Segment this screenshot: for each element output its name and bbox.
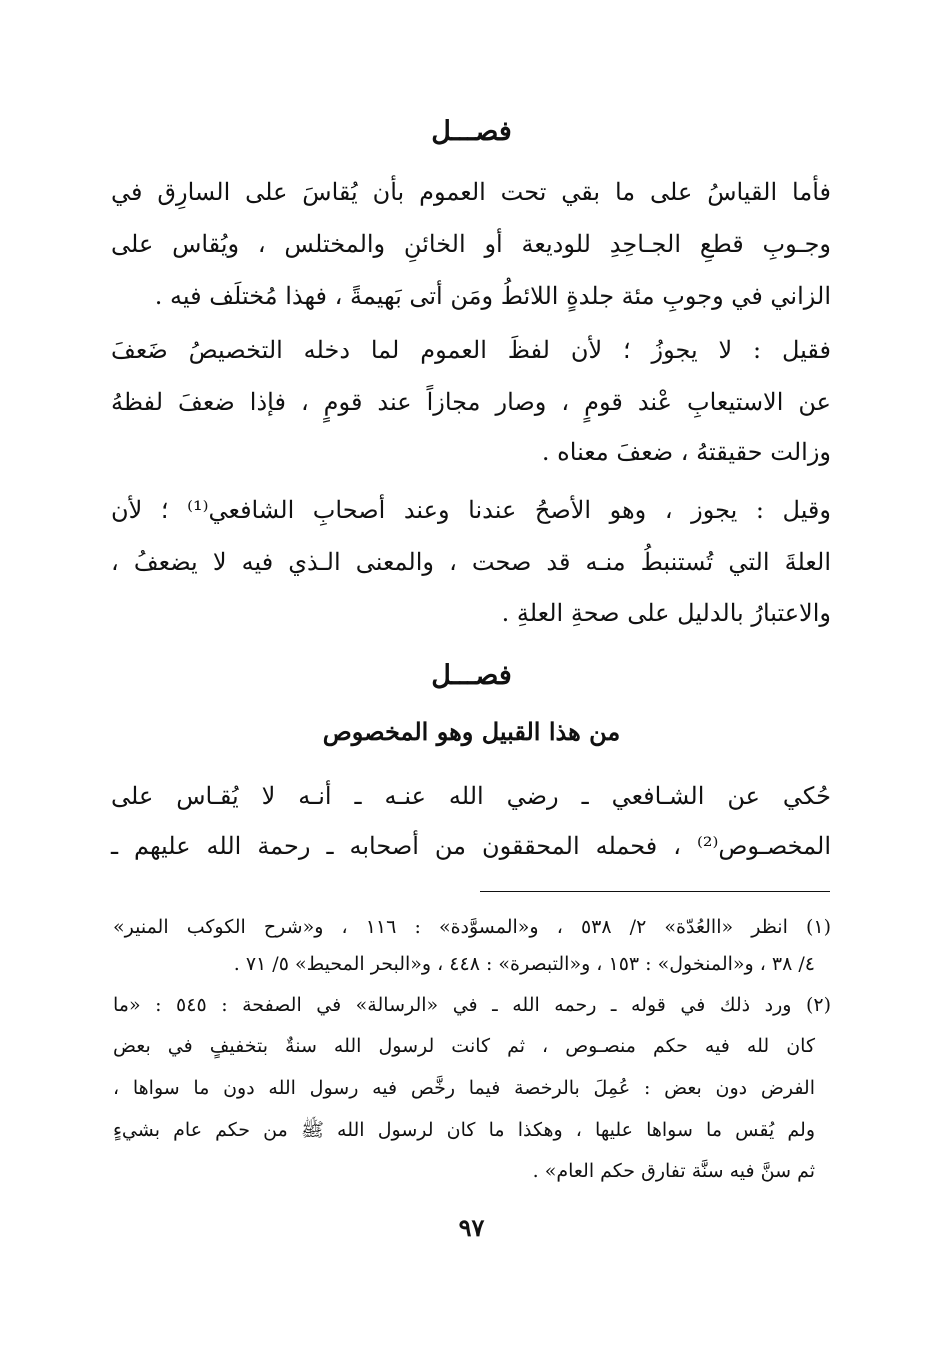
paragraph-2-line-2: عن الاستيعابِ عْند قومٍ ، وصار مجازاً عند قومٍ ، فإذا ضعفَ لفظهُ bbox=[111, 388, 831, 416]
footnote-2-line-2: كان لله فيه حكم منصـوص ، ثم كانت لرسول الله سنةٌ بتخفيفٍ في بعض bbox=[113, 1035, 815, 1057]
paragraph-4-line-1: حُكي عن الشـافعي ـ رضي الله عنـه ـ أنـه لا يُقـاس على bbox=[111, 782, 832, 810]
paragraph-3-line-3: والاعتبارُ بالدليل على صحةِ العلةِ . bbox=[501, 599, 831, 627]
footnote-1-line-1: (١) انظر «االعُدّة» ٢/ ٥٣٨ ، و«المسوَّدة» : ١١٦ ، و«شرح الكوكب المنير» bbox=[113, 916, 831, 938]
footnote-1-line-2: ٤/ ٣٨ ، و«المنخول» : ١٥٣ ، و«التبصرة» : ٤٤٨ ، و«البحر المحيط» ٥/ ٧١ . bbox=[233, 953, 815, 975]
section-subheading: من هذا القبيل وهو المخصوص bbox=[322, 717, 621, 746]
paragraph-1-line-1: فأما القياسُ على ما بقي تحت العموم بأن يُقاسَ على السارِق في bbox=[111, 178, 831, 206]
footnote-2-line-4: ولم يُقس ما سواها عليها ، وهكذا ما كان لرسول الله ﷺ من حكم عام بشيءٍ bbox=[113, 1119, 815, 1141]
paragraph-3-line-2: العلةَ التي تُستنبطُ منـه قد صحت ، والمعنى الـذي فيه لا يضعفُ ، bbox=[111, 548, 831, 576]
paragraph-3-line-1: وقيل : يجوز ، وهو الأصحُ عندنا وعند أصحابِ الشافعي⁽¹⁾ ؛ لأن bbox=[111, 496, 831, 524]
paragraph-1-line-3: الزاني في وجوبِ مئة جلدةٍ اللائطُ ومَن أتى بَهيمةً ، فهذا مُختلَف فيه . bbox=[154, 282, 831, 310]
paragraph-2-line-1: فقيل : لا يجوزُ ؛ لأن لفظَ العموم لما دخله التخصيصُ ضَعفَ bbox=[111, 336, 831, 364]
paragraph-1-line-2: وجـوبِ قطعِ الجـاحِدِ للوديعة أو الخائنِ والمختلس ، ويُقاس على bbox=[111, 230, 831, 258]
section-heading: فصـــل bbox=[431, 116, 512, 147]
section-heading: فصـــل bbox=[431, 660, 512, 691]
paragraph-4-line-2: المخصـوص⁽²⁾ ، فحمله المحققون من أصحابه ـ رحمة الله عليهم ـ bbox=[111, 832, 831, 860]
footnote-2-line-3: الفرض دون بعض : عُمِلَ بالرخصة فيما رخَّص فيه رسول الله دون ما سواها ، bbox=[113, 1077, 815, 1099]
footnote-separator bbox=[480, 891, 830, 892]
page-number: ٩٧ bbox=[458, 1213, 485, 1242]
footnote-2-line-5: ثم سنَّ فيه سنَّة تفارق حكم العام» . bbox=[532, 1160, 815, 1182]
footnote-2-line-1: (٢) ورد ذلك في قوله ـ رحمه الله ـ في «الرسالة» في الصفحة : ٥٤٥ : «ما bbox=[113, 994, 831, 1016]
paragraph-2-line-3: وزالت حقيقتهُ ، ضعفَ معناه . bbox=[541, 438, 831, 466]
